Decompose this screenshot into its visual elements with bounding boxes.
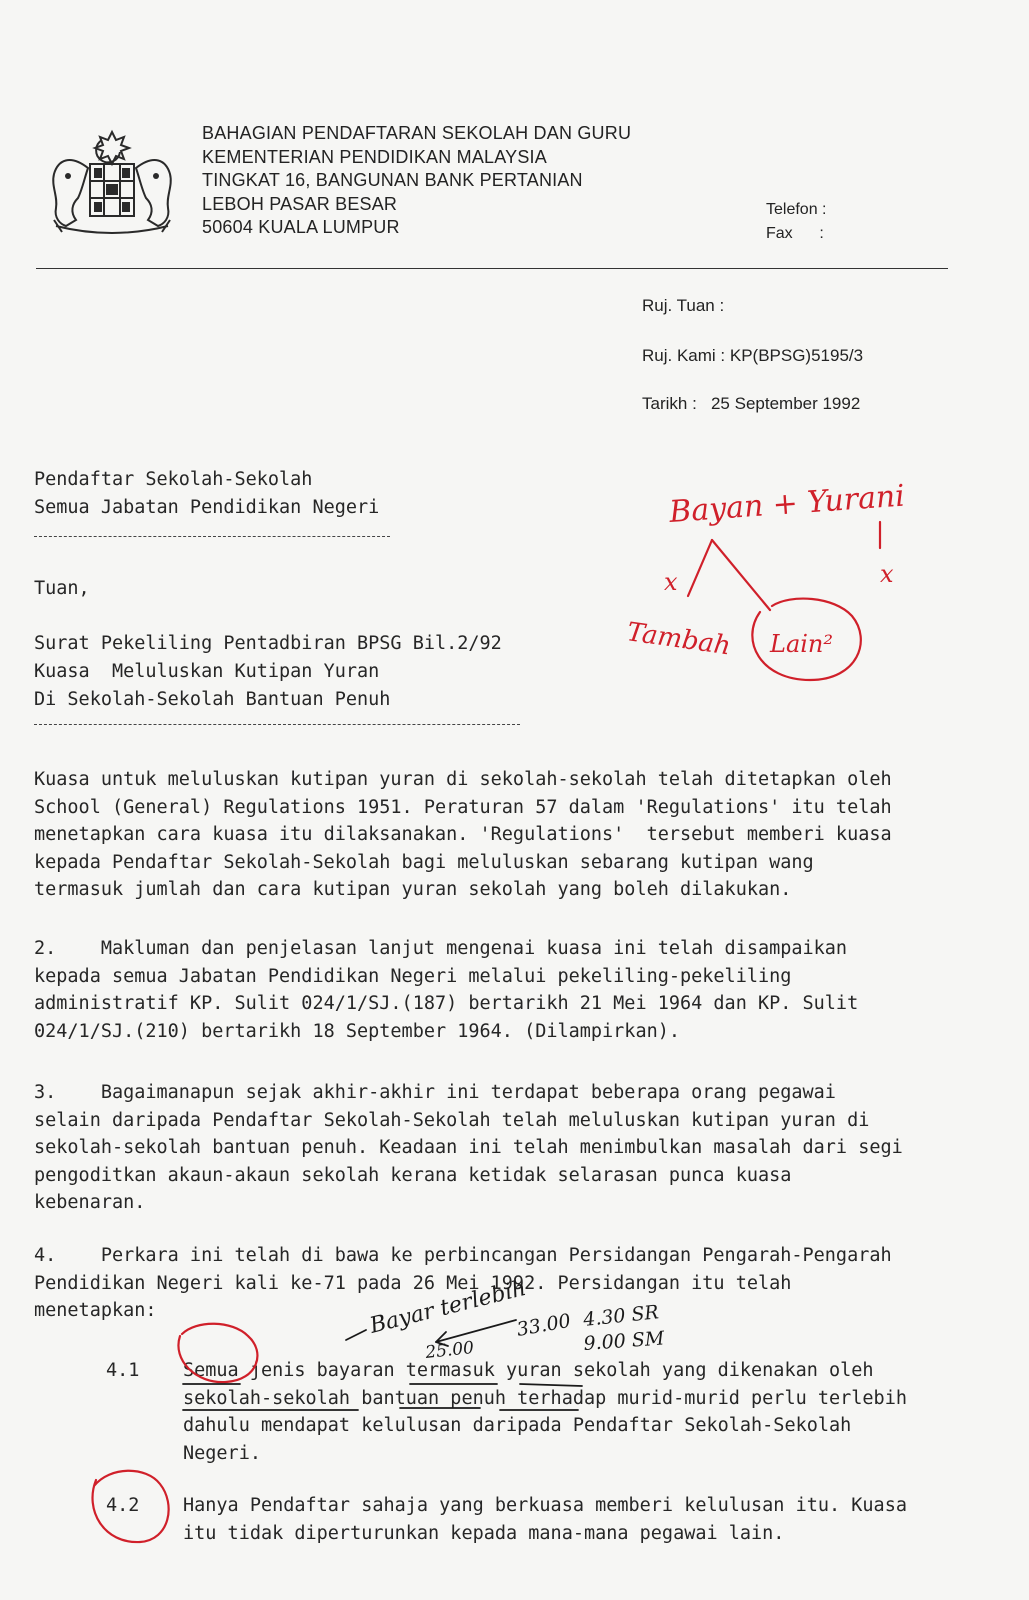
red-annotation-tambah: Tambah — [625, 617, 733, 662]
item-4-2-number: 4.2 — [106, 1495, 140, 1516]
black-annotation-time-2: 9.00 SM — [582, 1327, 665, 1355]
recipient-divider — [34, 536, 390, 537]
tarikh-value: 25 September 1992 — [710, 394, 861, 413]
paragraph-line: 2. Makluman dan penjelasan lanjut mengenai kuasa ini telah disampaikan — [34, 938, 848, 959]
letterhead-address-2: LEBOH PASAR BESAR — [202, 193, 398, 214]
paragraph-line: School (General) Regulations 1951. Peraturan 57 dalam 'Regulations' itu telah — [34, 796, 892, 818]
paragraph-line: menetapkan: — [34, 1300, 157, 1321]
item-4-1 — [183, 1357, 907, 1467]
paragraph-3 — [34, 1079, 903, 1217]
paragraph-line: termasuk jumlah dan cara kutipan yuran sekolah yang boleh dilakukan. — [34, 879, 792, 900]
recipient-line-2: Semua Jabatan Pendidikan Negeri — [34, 497, 380, 518]
salutation: Tuan, — [34, 578, 90, 599]
header-divider — [36, 268, 948, 269]
paragraph-line: 4. Perkara ini telah di bawa ke perbincangan Persidangan Pengarah-Pengarah — [34, 1245, 892, 1266]
paragraph-line: kepada Pendaftar Sekolah-Sekolah bagi meluluskan sebarang kutipan wang — [34, 851, 814, 873]
letterhead — [202, 122, 631, 240]
paragraph-2 — [34, 935, 858, 1045]
subject-line-1: Surat Pekeliling Pentadbiran BPSG Bil.2/92 — [34, 633, 502, 654]
paragraph-line: Kuasa untuk meluluskan kutipan yuran di sekolah-sekolah telah ditetapkan oleh — [34, 769, 892, 790]
paragraph-line: Pendidikan Negeri kali ke-71 pada 26 Mei 1992. Persidangan itu telah — [34, 1272, 792, 1294]
paragraph-line: 3. Bagaimanapun sejak akhir-akhir ini terdapat beberapa orang pegawai — [34, 1082, 836, 1103]
letterhead-department: BAHAGIAN PENDAFTARAN SEKOLAH DAN GURU — [202, 123, 632, 143]
item-line: itu tidak diperturunkan kepada mana-mana pegawai lain. — [183, 1522, 785, 1544]
subject-block — [34, 630, 502, 714]
item-line: Hanya Pendaftar sahaja yang berkuasa memberi kelulusan itu. Kuasa — [183, 1495, 907, 1516]
paragraph-line: selain daripada Pendaftar Sekolah-Sekolah telah meluluskan kutipan yuran di — [34, 1109, 870, 1131]
letterhead-address-1: TINGKAT 16, BANGUNAN BANK PERTANIAN — [202, 170, 583, 190]
black-annotation-amount-1: 33.00 — [515, 1309, 573, 1341]
paragraph-line: kepada semua Jabatan Pendidikan Negeri melalui pekeliling-pekeliling — [34, 965, 792, 987]
letterhead-postcode-city: 50604 KUALA LUMPUR — [202, 217, 400, 237]
subject-line-2: Kuasa Meluluskan Kutipan Yuran — [34, 661, 380, 682]
subject-line-3: Di Sekolah-Sekolah Bantuan Penuh — [34, 689, 391, 710]
tarikh — [642, 394, 860, 414]
item-line: sekolah-sekolah bantuan penuh terhadap murid-murid perlu terlebih — [183, 1387, 907, 1409]
black-annotation-amount-2: 25.00 — [424, 1337, 475, 1363]
red-cross-left: x — [664, 568, 678, 596]
malaysia-crest-icon — [42, 126, 182, 246]
contact-block — [766, 198, 826, 245]
fax-label: Fax : — [766, 224, 824, 242]
black-annotation-bayar-terlebih: Bayar terlebih — [367, 1275, 529, 1339]
letterhead-ministry: KEMENTERIAN PENDIDIKAN MALAYSIA — [202, 146, 547, 167]
tarikh-label: Tarikh : — [642, 394, 697, 413]
paragraph-line: pengoditkan akaun-akaun sekolah kerana ketidak selarasan punca kuasa — [34, 1164, 792, 1186]
red-annotation-bayaran-yuran: Bayan + Yurani — [668, 478, 906, 530]
item-line: Semua jenis bayaran termasuk yuran sekolah yang dikenakan oleh — [183, 1360, 874, 1381]
ruj-kami: Ruj. Kami : KP(BPSG)5195/3 — [642, 346, 864, 365]
paragraph-line: kebenaran. — [34, 1192, 146, 1213]
telefon-label: Telefon : — [766, 201, 827, 218]
item-4-2 — [183, 1492, 907, 1547]
recipient-line-1: Pendaftar Sekolah-Sekolah — [34, 469, 313, 490]
ruj-tuan: Ruj. Tuan : — [642, 296, 725, 315]
paragraph-line: sekolah-sekolah bantuan penuh. Keadaan ini telah menimbulkan masalah dari segi — [34, 1137, 903, 1158]
black-annotation-time-1: 4.30 SR — [582, 1301, 660, 1331]
recipient-block — [34, 466, 379, 522]
subject-divider — [34, 724, 520, 725]
paragraph-line: menetapkan cara kuasa itu dilaksanakan. 'Regulations' tersebut memberi kuasa — [34, 824, 892, 845]
red-cross-right: x — [880, 560, 894, 588]
item-line: dahulu mendapat kelulusan daripada Pendaftar Sekolah-Sekolah — [183, 1415, 852, 1436]
paragraph-line: 024/1/SJ.(210) bertarikh 18 September 1964. (Dilampirkan). — [34, 1020, 681, 1042]
paragraph-4 — [34, 1242, 892, 1325]
red-annotation-lain: Lain² — [770, 630, 833, 658]
paragraph-line: administratif KP. Sulit 024/1/SJ.(187) bertarikh 21 Mei 1964 dan KP. Sulit — [34, 993, 859, 1014]
item-line: Negeri. — [183, 1442, 261, 1464]
paragraph-1 — [34, 766, 892, 904]
item-4-1-number: 4.1 — [106, 1360, 140, 1381]
